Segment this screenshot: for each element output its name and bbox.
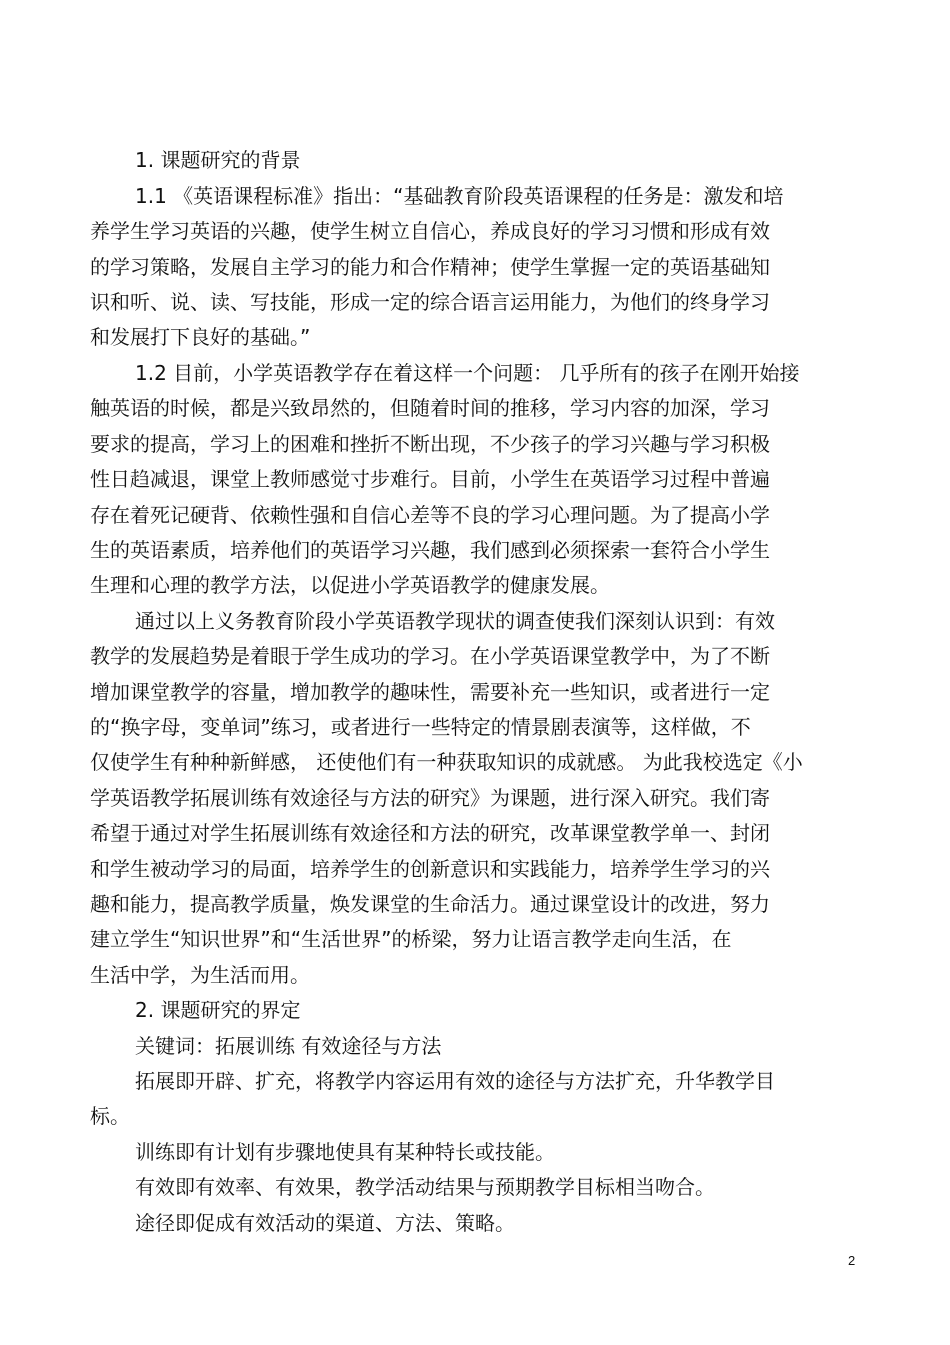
paragraph-line: 趣和能力，提高教学质量，焕发课堂的生命活力。通过课堂设计的改进，努力 [90,892,770,916]
definition-line: 有效即有效率、有效果，教学活动结果与预期教学目标相当吻合。 [135,1175,715,1199]
paragraph-line: 1.1 《英语课程标准》指出：“基础教育阶段英语课程的任务是：激发和培 [135,184,784,208]
definition-line: 标。 [90,1104,130,1128]
paragraph-line: 存在着死记硬背、依赖性强和自信心差等不良的学习心理问题。为了提高小学 [90,503,770,527]
keywords-line: 关键词：拓展训练 有效途径与方法 [135,1034,442,1058]
paragraph-line: 增加课堂教学的容量，增加教学的趣味性，需要补充一些知识，或者进行一定 [90,680,770,704]
paragraph-line: 学英语教学拓展训练有效途径与方法的研究》为课题，进行深入研究。我们寄 [90,786,770,810]
paragraph-line: 建立学生“知识世界”和“生活世界”的桥梁，努力让语言教学走向生活，在 [90,927,732,951]
paragraph-line: 1.2 目前，小学英语教学存在着这样一个问题： 几乎所有的孩子在刚开始接 [135,361,800,385]
paragraph-line: 要求的提高，学习上的困难和挫折不断出现，不少孩子的学习兴趣与学习积极 [90,432,770,456]
paragraph-line: 的“换字母，变单词”练习，或者进行一些特定的情景剧表演等，这样做，不 [90,715,751,739]
paragraph-line: 识和听、说、读、写技能，形成一定的综合语言运用能力，为他们的终身学习 [90,290,770,314]
paragraph-line: 养学生学习英语的兴趣，使学生树立自信心，养成良好的学习习惯和形成有效 [90,219,770,243]
paragraph-line: 的学习策略，发展自主学习的能力和合作精神；使学生掌握一定的英语基础知 [90,255,770,279]
paragraph-line: 仅使学生有种种新鲜感， 还使他们有一种获取知识的成就感。 为此我校选定《小 [90,750,803,774]
paragraph-line: 生理和心理的教学方法，以促进小学英语教学的健康发展。 [90,573,610,597]
paragraph-line: 希望于通过对学生拓展训练有效途径和方法的研究，改革课堂教学单一、封闭 [90,821,770,845]
section-heading-2: 2. 课题研究的界定 [135,998,301,1022]
paragraph-line: 生的英语素质，培养他们的英语学习兴趣，我们感到必须探索一套符合小学生 [90,538,770,562]
definition-line: 拓展即开辟、扩充，将教学内容运用有效的途径与方法扩充，升华教学目 [135,1069,775,1093]
paragraph-line: 和发展打下良好的基础。” [90,325,311,349]
section-heading-1: 1. 课题研究的背景 [135,148,301,172]
paragraph-line: 性日趋减退，课堂上教师感觉寸步难行。目前，小学生在英语学习过程中普遍 [90,467,770,491]
definition-line: 训练即有计划有步骤地使具有某种特长或技能。 [135,1140,555,1164]
paragraph-line: 教学的发展趋势是着眼于学生成功的学习。在小学英语课堂教学中，为了不断 [90,644,770,668]
paragraph-line: 触英语的时候，都是兴致昂然的，但随着时间的推移，学习内容的加深，学习 [90,396,770,420]
paragraph-line: 通过以上义务教育阶段小学英语教学现状的调查使我们深刻认识到：有效 [135,609,775,633]
page-number: 2 [848,1253,856,1268]
paragraph-line: 生活中学，为生活而用。 [90,963,310,987]
definition-line: 途径即促成有效活动的渠道、方法、策略。 [135,1211,515,1235]
paragraph-line: 和学生被动学习的局面，培养学生的创新意识和实践能力，培养学生学习的兴 [90,857,770,881]
